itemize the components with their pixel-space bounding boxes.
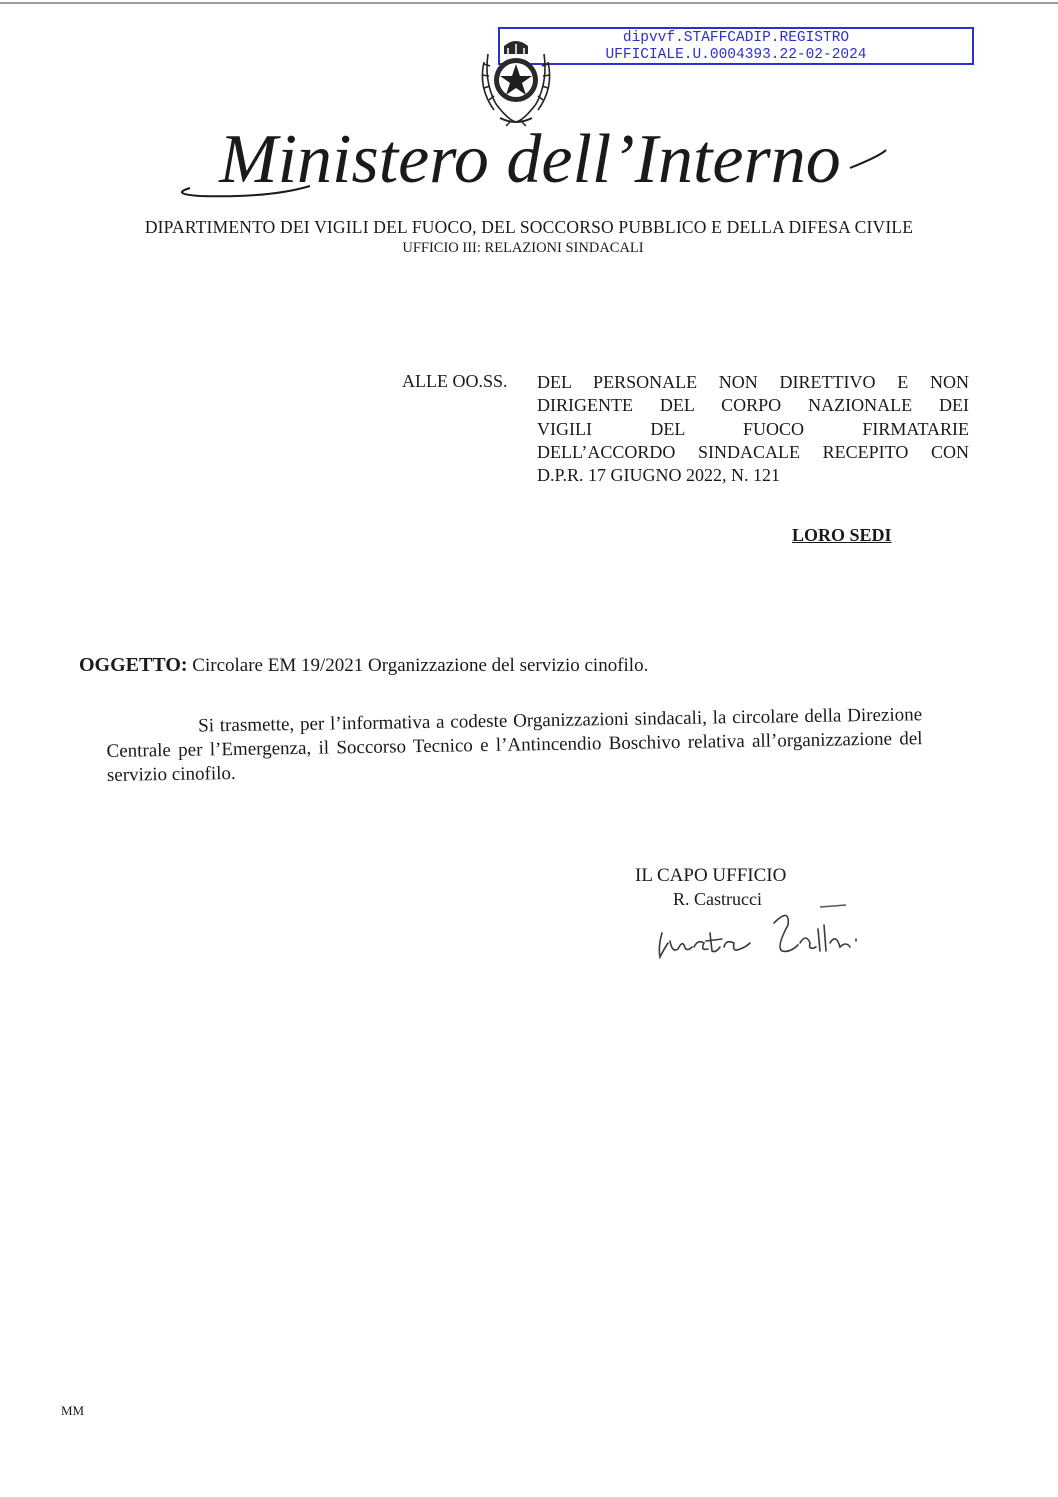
addressee-line: VIGILI DEL FUOCO FIRMATARIE bbox=[537, 418, 969, 439]
addressee-line: DELL’ACCORDO SINDACALE RECEPITO CON bbox=[537, 441, 969, 462]
signature-title: IL CAPO UFFICIO bbox=[635, 865, 787, 886]
office-name: UFFICIO III: RELAZIONI SINDACALI bbox=[402, 240, 644, 256]
ministry-title-script bbox=[150, 110, 910, 210]
protocol-stamp bbox=[498, 27, 974, 65]
subject-text: Circolare EM 19/2021 Organizzazione del servizio cinofilo. bbox=[192, 655, 649, 676]
body-text bbox=[106, 703, 923, 788]
subject-label: OGGETTO: bbox=[79, 654, 188, 676]
protocol-line-2: UFFICIALE.U.0004393.22-02-2024 bbox=[605, 47, 867, 63]
svg-text:Ministero dell’Interno: Ministero dell’Interno bbox=[219, 121, 841, 198]
addressee-block bbox=[537, 371, 969, 487]
handwritten-signature bbox=[650, 903, 940, 963]
top-rule bbox=[0, 2, 1058, 4]
protocol-line-1: dipvvf.STAFFCADIP.REGISTRO bbox=[622, 30, 850, 46]
body-paragraph: Si trasmette, per l’informativa a codeste Organizzazioni sindacali, la circolare della Direzione Centrale per l’Emergenza, il Soccorso Tecnico e l’Antincendio Boschivo relativa all’organizzazione del servizio cinofilo. bbox=[106, 704, 923, 786]
addressee-line: D.P.R. 17 GIUGNO 2022, N. 121 bbox=[537, 465, 781, 486]
loro-sedi: LORO SEDI bbox=[792, 525, 892, 545]
signature-name: R. Castrucci bbox=[673, 889, 762, 909]
department-name: DIPARTIMENTO DEI VIGILI DEL FUOCO, DEL SOCCORSO PUBBLICO E DELLA DIFESA CIVILE bbox=[144, 217, 914, 237]
addressee-line: DEL PERSONALE NON DIRETTIVO E NON bbox=[537, 372, 969, 392]
addressee-lead: ALLE OO.SS. bbox=[402, 371, 508, 391]
addressee-line: DIRIGENTE DEL CORPO NAZIONALE DEI bbox=[537, 395, 969, 416]
subject-line bbox=[79, 654, 648, 677]
typist-initials: MM bbox=[61, 1403, 85, 1418]
